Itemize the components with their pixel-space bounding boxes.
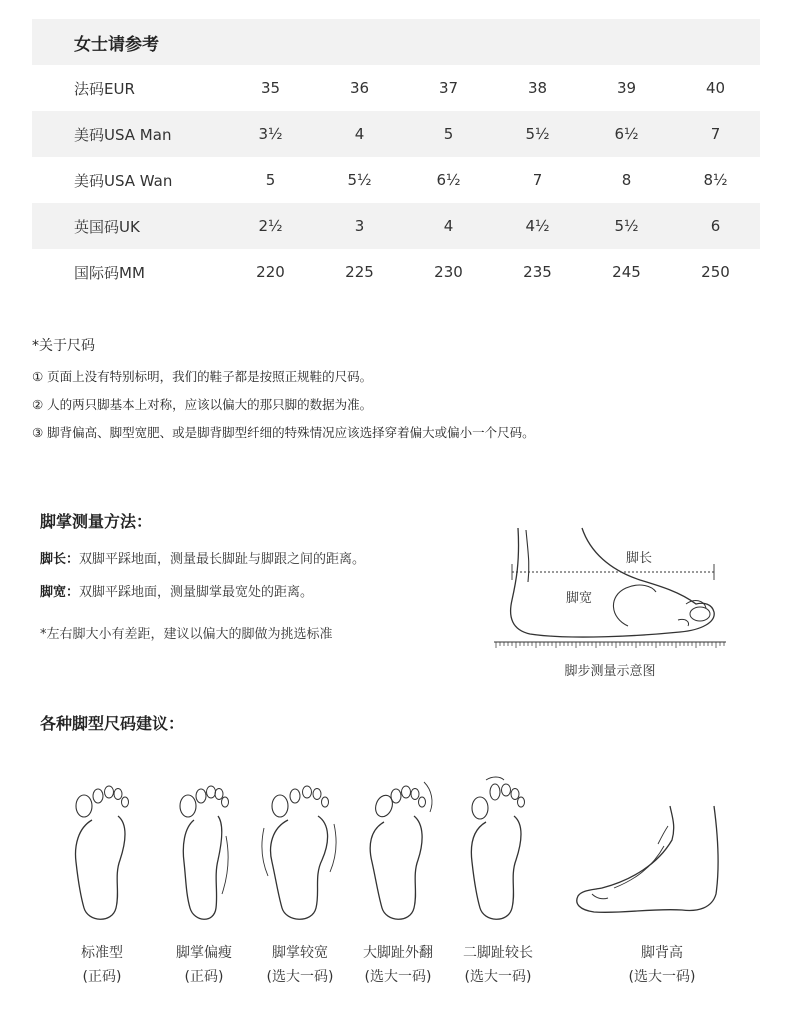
table-row-mm bbox=[32, 249, 760, 295]
foot-type-advice: (选大一码) bbox=[266, 969, 334, 985]
table-row-uk bbox=[32, 203, 760, 249]
size-table bbox=[32, 19, 760, 295]
foot-types-title: 各种脚型尺码建议： bbox=[40, 714, 185, 733]
foot-type-advice: (选大一码) bbox=[464, 969, 532, 985]
bunion-foot-icon bbox=[358, 776, 438, 926]
size-cell: 3 bbox=[354, 217, 365, 235]
diagram-length-label: 脚长 bbox=[626, 551, 653, 566]
diagram-width-label: 脚宽 bbox=[566, 591, 593, 606]
table-row-usa-wan bbox=[32, 157, 760, 203]
note-item: ① 页面上没有特别标明，我们的鞋子都是按照正规鞋的尺码。 bbox=[32, 369, 373, 384]
size-cell: 4½ bbox=[525, 217, 550, 235]
row-label: 美码USA Wan bbox=[74, 171, 173, 190]
size-cell: 7 bbox=[532, 171, 543, 189]
width-label: 脚宽： bbox=[40, 585, 80, 600]
long-toe-foot-icon bbox=[458, 776, 538, 926]
foot-type-bunion bbox=[343, 941, 453, 989]
note-item: ② 人的两只脚基本上对称，应该以偏大的那只脚的数据为准。 bbox=[32, 397, 373, 412]
foot-type-high-instep bbox=[607, 941, 717, 989]
thin-foot-icon bbox=[164, 776, 244, 926]
size-cell: 40 bbox=[705, 79, 726, 97]
row-label: 英国码UK bbox=[74, 217, 140, 236]
foot-type-advice: (正码) bbox=[184, 969, 224, 985]
size-cell: 245 bbox=[612, 263, 641, 281]
size-cell: 250 bbox=[701, 263, 730, 281]
size-table-title: 女士请参考 bbox=[32, 19, 760, 65]
foot-type-name: 脚掌偏瘦 bbox=[176, 945, 232, 961]
size-cell: 3½ bbox=[258, 125, 283, 143]
row-label: 法码EUR bbox=[74, 79, 135, 98]
length-label: 脚长： bbox=[40, 552, 80, 567]
foot-type-thin bbox=[149, 941, 259, 989]
note-item: ③ 脚背偏高、脚型宽肥、或是脚背脚型纤细的特殊情况应该选择穿着偏大或偏小一个尺码。 bbox=[32, 425, 535, 440]
table-row-eur bbox=[32, 65, 760, 111]
length-text: 双脚平踩地面，测量最长脚趾与脚跟之间的距离。 bbox=[79, 552, 366, 567]
size-cell: 6½ bbox=[436, 171, 461, 189]
size-cell: 4 bbox=[443, 217, 454, 235]
standard-foot-icon bbox=[62, 776, 142, 926]
width-text: 双脚平踩地面，测量脚掌最宽处的距离。 bbox=[79, 585, 314, 600]
size-cell: 7 bbox=[710, 125, 721, 143]
size-cell: 5 bbox=[443, 125, 454, 143]
notes-heading: *关于尺码 bbox=[32, 338, 95, 354]
size-cell: 235 bbox=[523, 263, 552, 281]
measurement-instructions bbox=[40, 549, 365, 615]
foot-type-wide bbox=[245, 941, 355, 989]
foot-type-name: 二脚趾较长 bbox=[463, 945, 533, 961]
size-cell: 6½ bbox=[614, 125, 639, 143]
measurement-note: *左右脚大小有差距，建议以偏大的脚做为挑选标准 bbox=[40, 627, 333, 642]
size-cell: 39 bbox=[616, 79, 637, 97]
foot-type-name: 大脚趾外翻 bbox=[363, 945, 433, 961]
size-cell: 8 bbox=[621, 171, 632, 189]
ruler-ticks-icon bbox=[496, 642, 724, 648]
size-cell: 5½ bbox=[525, 125, 550, 143]
size-cell: 2½ bbox=[258, 217, 283, 235]
foot-measure-diagram bbox=[490, 522, 730, 652]
width-instruction bbox=[40, 582, 365, 615]
foot-type-advice: (选大一码) bbox=[364, 969, 432, 985]
foot-type-name: 标准型 bbox=[81, 945, 123, 961]
foot-type-standard bbox=[47, 941, 157, 989]
foot-type-advice: (正码) bbox=[82, 969, 122, 985]
foot-type-name: 脚掌较宽 bbox=[272, 945, 328, 961]
wide-foot-icon bbox=[260, 776, 340, 926]
size-cell: 35 bbox=[260, 79, 281, 97]
table-row-usa-man bbox=[32, 111, 760, 157]
size-cell: 38 bbox=[527, 79, 548, 97]
size-cell: 6 bbox=[710, 217, 721, 235]
diagram-caption: 脚步测量示意图 bbox=[564, 664, 656, 679]
foot-outline-icon bbox=[511, 528, 715, 637]
high-instep-foot-icon bbox=[572, 776, 732, 926]
size-cell: 36 bbox=[349, 79, 370, 97]
size-notes bbox=[32, 335, 535, 447]
size-cell: 230 bbox=[434, 263, 463, 281]
foot-type-long-toe bbox=[443, 941, 553, 989]
size-cell: 5½ bbox=[347, 171, 372, 189]
foot-type-name: 脚背高 bbox=[641, 945, 683, 961]
size-cell: 5½ bbox=[614, 217, 639, 235]
size-cell: 4 bbox=[354, 125, 365, 143]
length-instruction bbox=[40, 549, 365, 582]
row-label: 国际码MM bbox=[74, 263, 145, 282]
size-cell: 8½ bbox=[703, 171, 728, 189]
size-cell: 5 bbox=[265, 171, 276, 189]
row-label: 美码USA Man bbox=[74, 125, 172, 144]
size-cell: 220 bbox=[256, 263, 285, 281]
foot-type-advice: (选大一码) bbox=[628, 969, 696, 985]
size-cell: 37 bbox=[438, 79, 459, 97]
size-cell: 225 bbox=[345, 263, 374, 281]
measurement-title: 脚掌测量方法： bbox=[40, 512, 153, 531]
